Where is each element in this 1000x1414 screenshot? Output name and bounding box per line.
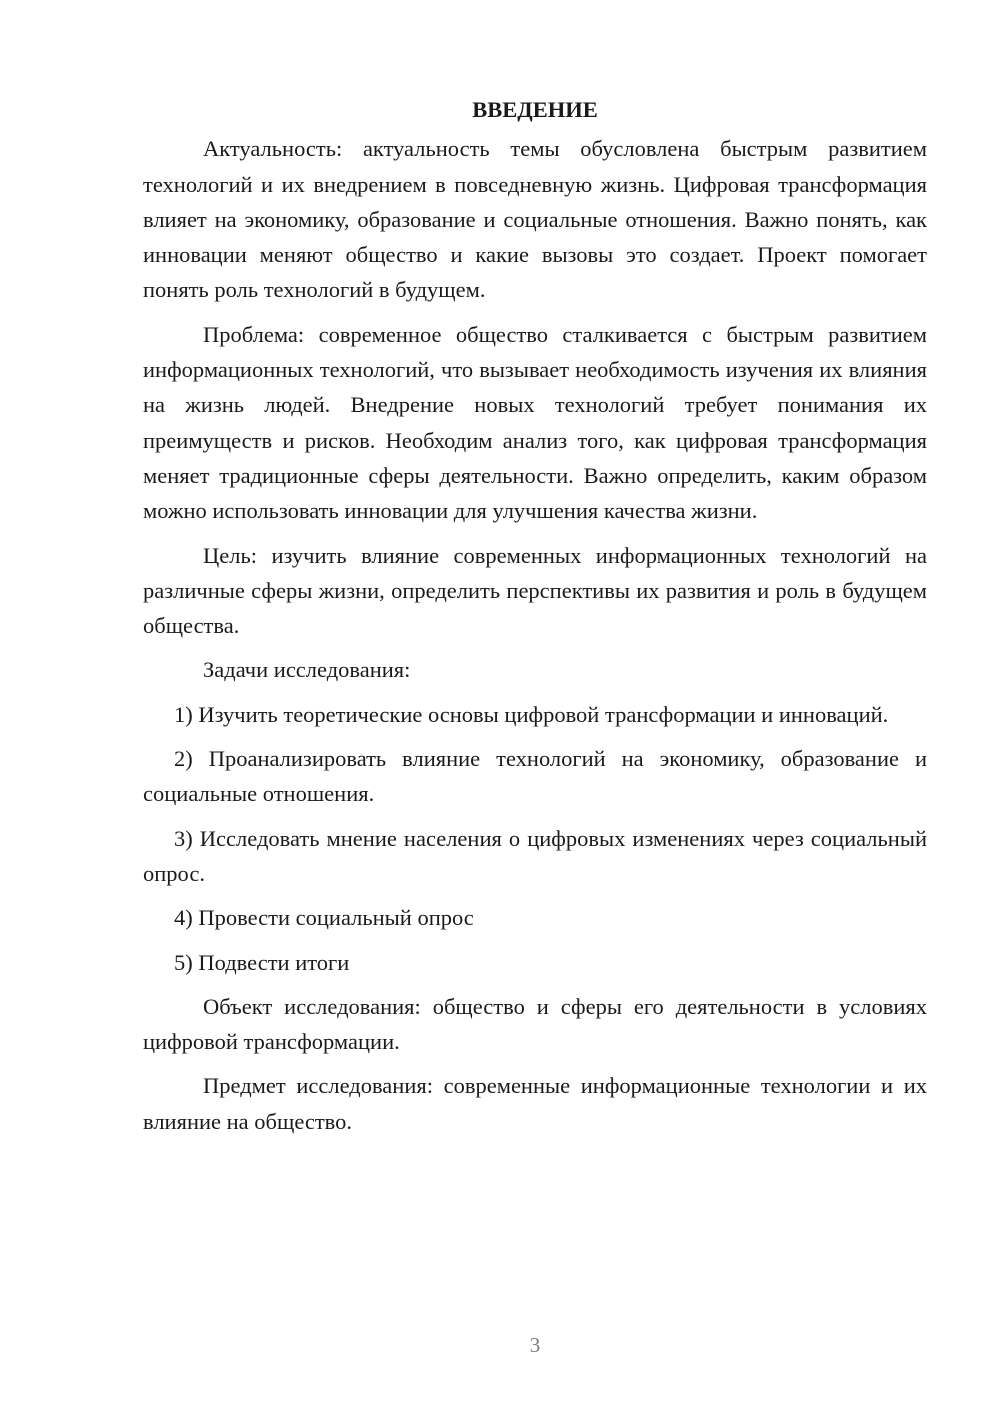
tasks-heading: Задачи исследования: <box>203 657 411 683</box>
relevance-paragraph: Актуальность: актуальность темы обусловлена быстрым развитием технологий и их внедрением в повседневную жизнь. Цифровая трансформация влияет на экономику, образование и социальные отношения. Важно понять, как инновации меняют общество и какие вызовы это создает. Проект помогает понять роль технологий в будущем. <box>143 136 927 303</box>
task-item: 3) Исследовать мнение населения о цифровых изменениях через социальный опрос. <box>143 825 927 886</box>
page-content <box>143 92 927 1148</box>
task-item: 2) Проанализировать влияние технологий на экономику, образование и социальные отношения. <box>143 746 927 807</box>
section-title: ВВЕДЕНИЕ <box>472 97 598 122</box>
page-number: 3 <box>529 1333 541 1357</box>
problem-paragraph: Проблема: современное общество сталкивается с быстрым развитием информационных технологий, что вызывает необходимость изучения их влияния на жизнь людей. Внедрение новых технологий требует понимания их преимуществ и рисков. Необходим анализ того, как цифровая трансформация меняет традиционные сферы деятельности. Важно определить, каким образом можно использовать инновации для улучшения качества жизни. <box>143 321 927 524</box>
object-paragraph: Объект исследования: общество и сферы его деятельности в условиях цифровой трансформации. <box>143 993 927 1055</box>
task-item: 1) Изучить теоретические основы цифровой трансформации и инноваций. <box>174 701 889 727</box>
task-item: 4) Провести социальный опрос <box>174 905 474 931</box>
subject-paragraph: Предмет исследования: современные информационные технологии и их влияние на общество. <box>143 1073 927 1134</box>
goal-paragraph: Цель: изучить влияние современных информационных технологий на различные сферы жизни, определить перспективы их развития и роль в будущем общества. <box>143 542 927 639</box>
task-item: 5) Подвести итоги <box>174 949 350 975</box>
